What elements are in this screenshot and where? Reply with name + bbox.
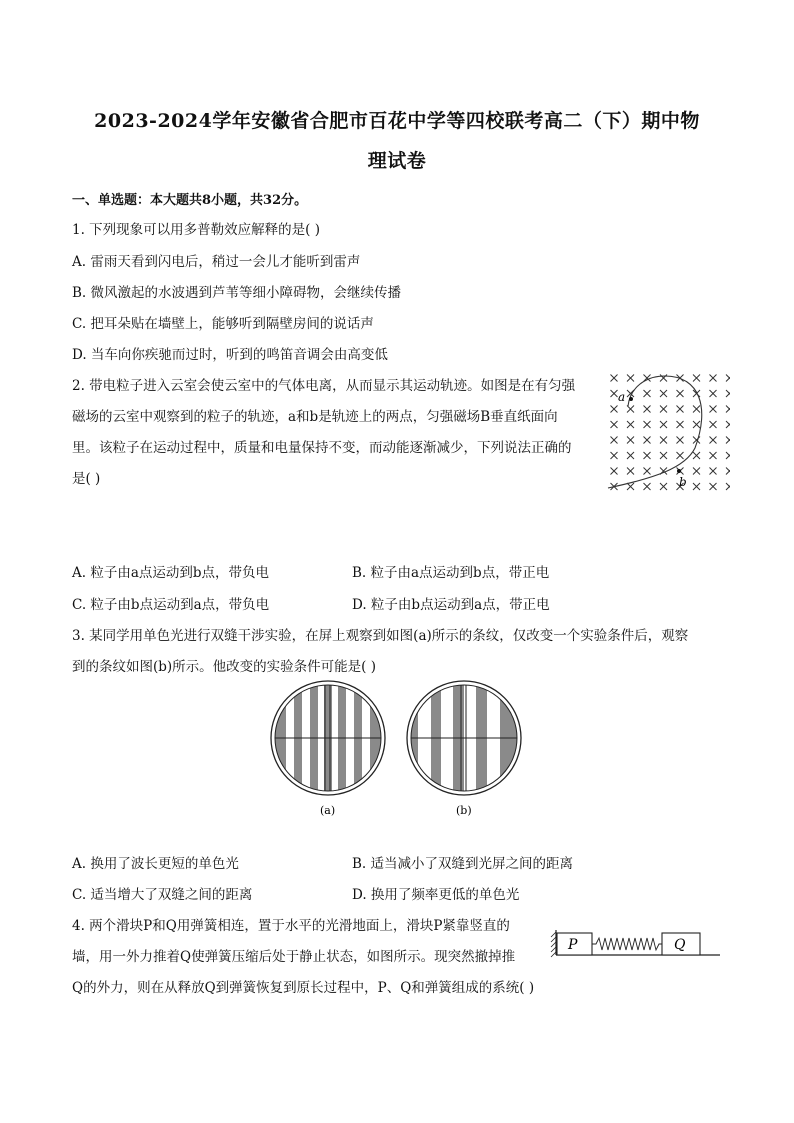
field-cross-mark [644, 390, 651, 397]
exam-title-line-1: 2023-2024学年安徽省合肥市百花中学等四校联考高二（下）期中物 [94, 110, 700, 132]
fringe-pattern-b [404, 676, 530, 806]
q2-option-a: A. 粒子由a点运动到b点，带负电 [72, 565, 270, 581]
q1-option-c: C. 把耳朵贴在墙壁上，能够听到隔壁房间的说话声 [72, 316, 374, 332]
field-cross-mark [627, 468, 634, 475]
field-cross-mark [726, 468, 730, 475]
field-cross-mark [627, 452, 634, 459]
field-cross-mark [660, 452, 667, 459]
field-cross-mark [693, 483, 700, 490]
caption-b: (b) [456, 804, 472, 817]
fringe-pattern-a [268, 676, 398, 806]
q1-option-d: D. 当车向你疾驰而过时，听到的鸣笛音调会由高变低 [72, 347, 388, 363]
field-cross-mark [710, 390, 717, 397]
field-cross-mark [644, 406, 651, 413]
field-cross-mark [627, 406, 634, 413]
q1-option-b: B. 微风激起的水波遇到芦苇等细小障碍物，会继续传播 [72, 285, 402, 301]
field-cross-mark [611, 390, 618, 397]
q1-option-a: A. 雷雨天看到闪电后，稍过一会儿才能听到雷声 [72, 254, 361, 270]
field-cross-mark [677, 452, 684, 459]
field-cross-mark [710, 406, 717, 413]
field-cross-mark [611, 468, 618, 475]
field-cross-mark [660, 421, 667, 428]
q4-stem-line-1: 4. 两个滑块P和Q用弹簧相连，置于水平的光滑地面上，滑块P紧靠竖直的 [72, 918, 510, 934]
field-cross-mark [611, 452, 618, 459]
field-cross-mark [611, 375, 618, 382]
field-cross-mark [627, 483, 634, 490]
q4-stem-line-2: 墙，用一外力推着Q使弹簧压缩后处于静止状态，如图所示。现突然撤掉推 [72, 949, 516, 965]
q3-option-c: C. 适当增大了双缝之间的距离 [72, 887, 253, 903]
field-cross-mark [611, 406, 618, 413]
q2-stem-line-2: 磁场的云室中观察到的粒子的轨迹，a和b是轨迹上的两点，匀强磁场B垂直纸面向 [72, 409, 558, 425]
field-cross-mark [627, 421, 634, 428]
field-cross-mark [726, 406, 730, 413]
field-cross-mark [644, 452, 651, 459]
q3-stem-line-1: 3. 某同学用单色光进行双缝干涉实验，在屏上观察到如图(a)所示的条纹，仅改变一个实验条件后，观察 [72, 628, 689, 644]
field-cross-mark [726, 437, 730, 444]
field-cross-mark [611, 437, 618, 444]
field-cross-mark [660, 390, 667, 397]
field-cross-mark [677, 390, 684, 397]
point-a-dot [629, 397, 633, 401]
field-cross-mark [710, 483, 717, 490]
cloud-chamber-figure [600, 368, 730, 500]
field-cross-mark [710, 452, 717, 459]
spring [592, 938, 662, 950]
q2-stem-line-1: 2. 带电粒子进入云室会使云室中的气体电离，从而显示其运动轨迹。如图是在有匀强 [72, 378, 576, 394]
q3-option-b: B. 适当减小了双缝到光屏之间的距离 [352, 856, 574, 872]
field-cross-mark [726, 421, 730, 428]
q1-stem: 1. 下列现象可以用多普勒效应解释的是( ) [72, 222, 320, 238]
field-cross-mark [660, 483, 667, 490]
block-q-label: Q [674, 937, 686, 953]
field-cross-mark [644, 437, 651, 444]
exam-title-line-2: 理试卷 [367, 150, 427, 172]
interference-figure [268, 676, 530, 821]
section-heading: 一、单选题：本大题共8小题，共32分。 [72, 193, 308, 208]
field-cross-mark [611, 421, 618, 428]
field-cross-mark [693, 452, 700, 459]
q3-option-d: D. 换用了频率更低的单色光 [352, 887, 520, 903]
field-cross-mark [710, 468, 717, 475]
field-cross-mark [677, 437, 684, 444]
q2-stem-line-3: 里。该粒子在运动过程中，质量和电量保持不变，而动能逐渐减少，下列说法正确的 [72, 440, 572, 456]
caption-a: (a) [320, 804, 336, 817]
field-cross-mark [660, 437, 667, 444]
q3-stem-line-2: 到的条纹如图(b)所示。他改变的实验条件可能是( ) [72, 659, 376, 675]
field-cross-mark [710, 421, 717, 428]
q2-stem-line-4: 是( ) [72, 471, 101, 487]
point-b-dot [677, 469, 681, 473]
field-cross-mark [693, 421, 700, 428]
q2-option-d: D. 粒子由b点运动到a点，带正电 [352, 597, 550, 613]
field-cross-mark [627, 375, 634, 382]
q3-option-a: A. 换用了波长更短的单色光 [72, 856, 239, 872]
field-cross-mark [726, 483, 730, 490]
point-a-label: a [618, 390, 626, 404]
field-cross-mark [693, 406, 700, 413]
field-cross-mark [726, 390, 730, 397]
field-cross-mark [627, 437, 634, 444]
field-cross-mark [693, 375, 700, 382]
field-cross-mark [710, 375, 717, 382]
field-cross-mark [660, 406, 667, 413]
q2-option-b: B. 粒子由a点运动到b点，带正电 [352, 565, 550, 581]
point-b-label: b [679, 475, 687, 489]
field-cross-mark [644, 468, 651, 475]
block-p-label: P [568, 937, 578, 953]
field-cross-mark [726, 375, 730, 382]
q2-option-c: C. 粒子由b点运动到a点，带负电 [72, 597, 270, 613]
field-cross-mark [644, 421, 651, 428]
q4-stem-line-3: Q的外力，则在从释放Q到弹簧恢复到原长过程中，P、Q和弹簧组成的系统( ) [72, 980, 535, 996]
field-cross-mark [677, 406, 684, 413]
field-cross-mark [726, 452, 730, 459]
field-cross-mark [677, 421, 684, 428]
field-cross-mark [710, 437, 717, 444]
spring-blocks-figure [540, 922, 725, 962]
field-cross-mark [644, 483, 651, 490]
field-cross-mark [693, 468, 700, 475]
